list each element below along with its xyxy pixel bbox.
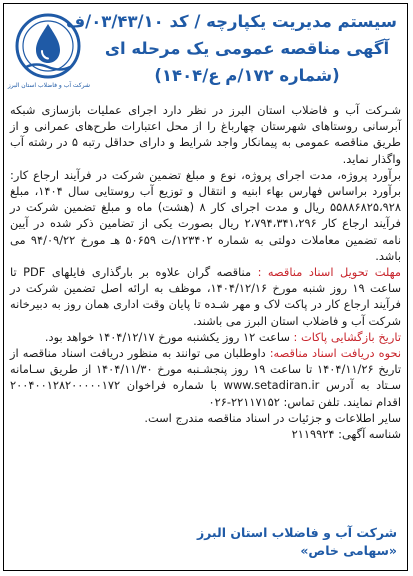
deadline-label: مهلت تحویل اسناد مناقصه : — [257, 265, 402, 280]
receive-label: نحوه دریافت اسناد مناقصه: — [269, 346, 401, 361]
ad-title-tender: آگهی مناقصه عمومی یک مرحله ای — [104, 39, 390, 58]
company-name: شرکت آب و فاضلاب استان البرز — [196, 525, 397, 540]
ad-title-system-code: سیستم مدیریت یکپارچه / کد ۰۳/۴۳/۱۰/ف — [66, 12, 397, 31]
intro-paragraph: شـرکت آب و فاضلاب استان البرز در نظر دارد اجرای عملیات بازسازی شبکه آبرسانی روستاهای شهرستان چهارباغ را از محل اعتبارات طرح‌های عمرانی و از طریق مناقصه عمومی به پیمانکار واجد شرایط و دارای حداقل رتبه ۵ در رشته آب واگذار نماید. — [10, 103, 401, 166]
estimate-paragraph: برآورد پروژه، مدت اجرای پروژه، نوع و مبلغ تضمین شرکت در فرآیند ارجاع کار: برآورد براساس فهارس بهاء ابنیه و انتقال و توزیع آب روستایی سال ۱۴۰۴، مبلغ ۵۵۸۸۶۸۲۵،۹۲۸ ریال و مدت اجرای کار ۸ (هشت) ماه و مبلغ تضمین شرکت در فرآیند ارجاع کار ۲،۷۹۴،۳۴۱،۲۹۶ ریال بصورت یکی از تضامین ذکر شده در آیین نامه تضمین معاملات دولتی به شماره ۱۲۳۴۰۲/ت ۵۰۶۵۹ هـ مورخ ۹۴/۰۹/۲۲ می باشد. — [10, 167, 402, 263]
deadline-text: مناقصه گران علاوه بر بارگذاری فایلهای PDF تا ساعت ۱۹ روز شنبه مورخ ۱۴۰۴/۱۲/۱۶، موظف به ارائه اصل تضمین شرکت در فرآیند ارجاع کار در پاکت لاک و مهر شـده تا پایان وقت اداری همان روز به دبیرخانه شرکت آب و فاضلاب استان البرز می باشند. — [10, 265, 401, 328]
opening-label: تاریخ بازگشایی پاکات : — [293, 329, 401, 344]
receive-text: داوطلبان می توانند به منظور دریافت اسناد مناقصه از تاریخ ۱۴۰۴/۱۱/۲۶ تا ساعت ۱۹ روز پنجشـنبه مورخ ۱۴۰۴/۱۱/۳۰ از طریق سـامانه سـتاد به آدرس www.setadiran.ir با شماره فراخوان ۲۰۰۴۰۰۱۲۸۲۰۰۰۰۰۱۷۲ اقدام نمایند. تلفن تماس: ۲۲۱۱۷۱۵۲-۰۲۶ — [10, 346, 401, 409]
deadline-paragraph — [10, 264, 401, 329]
info-paragraph: سایر اطلاعات و جزئیات در اسناد مناقصه مندرج است. — [144, 410, 401, 425]
opening-paragraph — [10, 329, 401, 345]
company-type: «سهامی خاص» — [300, 543, 397, 558]
ad-title-number: (شماره ۱۷۲/م ع/۱۴۰۴) — [154, 66, 340, 85]
opening-text: ساعت ۱۲ روز یکشنبه مورخ ۱۴۰۴/۱۲/۱۷ خواهد بود. — [44, 329, 294, 344]
ad-body — [10, 102, 401, 442]
logo-caption: شرکت آب و فاضلاب استان البرز — [7, 82, 90, 89]
ad-header — [4, 4, 407, 100]
receive-paragraph — [10, 345, 401, 410]
advertisement-frame — [3, 3, 408, 571]
ad-id: شناسه آگهی: ۲۱۱۹۹۲۴ — [291, 427, 401, 442]
ad-footer — [197, 524, 397, 560]
ad-headline — [66, 8, 397, 89]
